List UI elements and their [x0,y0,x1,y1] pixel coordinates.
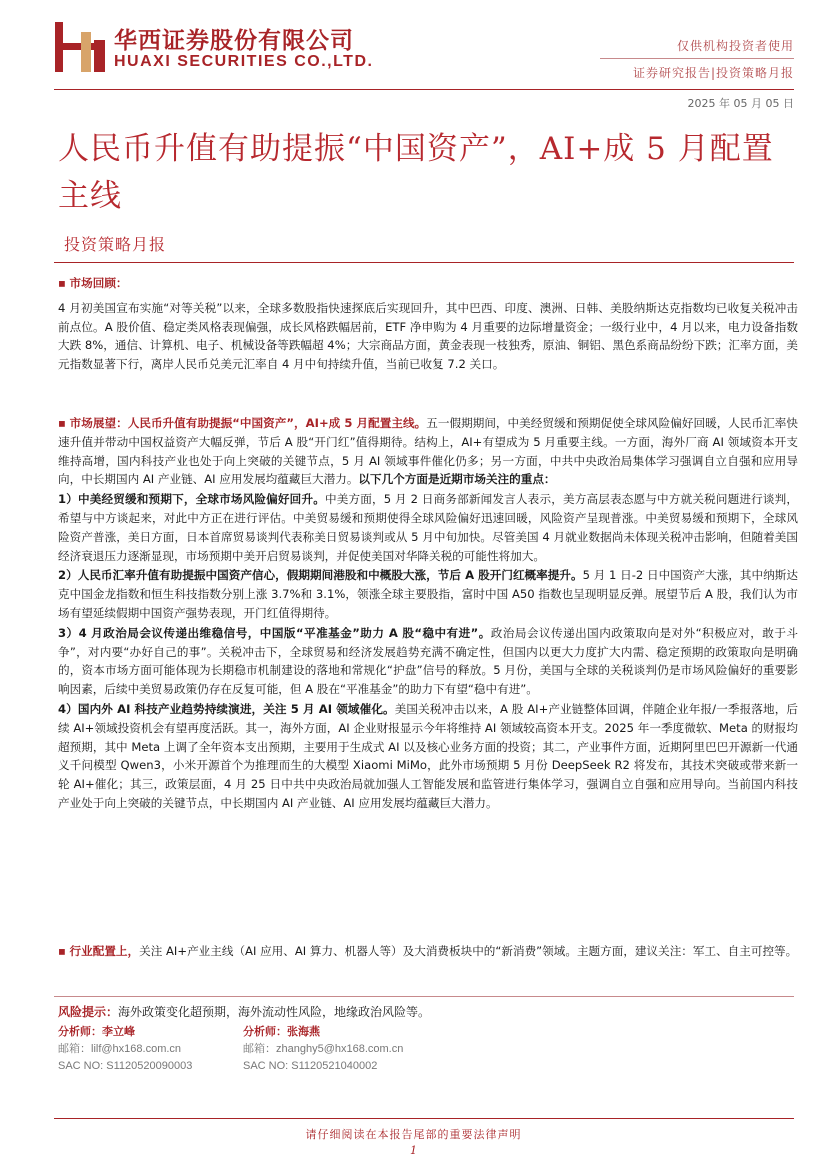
market-review-heading-line [58,274,798,293]
analyst-email[interactable]: lilf@hx168.com.cn [91,1043,182,1055]
risk-line [58,1003,430,1020]
bullet-icon: ▪ [58,276,66,290]
report-type: 证券研究报告|投资策略月报 [632,66,794,80]
email-label: 邮箱： [58,1042,91,1055]
outlook-section [58,414,798,813]
analyst-card [243,1023,403,1075]
legal-disclaimer: 请仔细阅读在本报告尾部的重要法律声明 [305,1128,522,1141]
analyst-sac: SAC NO: S1120520090003 [58,1060,193,1072]
usage-note: 仅供机构投资者使用 [676,39,794,53]
outlook-focus: 以下几个方面是近期市场关注的重点： [358,472,556,487]
bullet-icon: ▪ [58,416,66,430]
point-2-heading: 2）人民币汇率升值有助提振中国资产信心，假期期间港股和中概股大涨，节后 A 股开门红概率提升。 [58,568,583,583]
report-header [0,0,827,118]
point-2 [58,566,798,622]
point-4-body: 美国关税冲击以来，A 股 AI+产业链整体回调，伴随企业年报/一季报落地，后续 AI+领域投资机会有望再度活跃。其一，海外方面，AI 企业财报显示今年将维持 AI 领域较高资本开支。2025 年一季度微软、Meta 的财报均超预期，其中 Meta 上调了全年资本支出预期，主要用于生成式 AI 以及核心业务方面的投资；其二，产业事件方面，近期阿里巴巴开源新一代通义千问模型 Qwen3，小米开源首个为推理而生的大模型 Xiaomi MiMo，此外市场预期 5 月份 DeepSeek R2 将发布，其技术突破或带来新一轮 AI+催化；其三，政策层面，4 月 25 日中共中央政治局就加强人工智能发展和监管进行集体学习，强调自立自强和应用导向。当前国内科技产业处于向上突破的关键节点，中长期国内 AI 产业链、AI 应用发展均蕴藏巨大潜力。 [58,701,798,810]
market-review-heading: 市场回顾： [69,276,128,290]
header-rule [54,89,794,90]
report-subtitle: 投资策略月报 [64,235,167,254]
header-divider [600,58,794,59]
email-label: 邮箱： [243,1042,276,1055]
industry-section [58,942,798,961]
outlook-heading: 市场展望：人民币升值有助提振“中国资产”，AI+成 5 月配置主线。 [69,416,427,430]
company-name-en: HUAXI SECURITIES CO.,LTD. [114,53,374,70]
market-review-section [58,274,798,374]
company-name-cn: 华西证券股份有限公司 [114,27,354,54]
outlook-body: 五一假期期间，中美经贸缓和预期促使全球风险偏好回暖，人民币汇率快速升值并带动中国权益资产大幅反弹，节后 A 股“开门红”值得期待。结构上，AI+有望成为 5 月重要主线。一方面，海外厂商 AI 领域资本开支维持高增，国内科技产业也处于向上突破的关键节点，5 月 AI 领域事件催化仍多；另一方面，中共中央政治局集体学习强调自立自强和应用导向，中长期国内 AI 产业链、AI 应用发展均蕴藏巨大潜力。 [58,416,799,487]
analyst-name: 分析师：张海燕 [243,1025,320,1038]
analyst-name: 分析师：李立峰 [58,1025,135,1038]
point-3-heading: 3）4 月政治局会议传递出维稳信号，中国版“平准基金”助力 A 股“稳中有进”。 [58,625,491,640]
industry-paragraph [58,942,798,961]
huaxi-logo-icon [54,22,106,72]
analyst-email[interactable]: zhanghy5@hx168.com.cn [276,1043,404,1055]
risk-label: 风险提示： [58,1005,119,1019]
risk-text: 海外政策变化超预期，海外流动性风险，地缘政治风险等。 [118,1005,431,1019]
point-1-body: 中美方面，5 月 2 日商务部新闻发言人表示，美方高层表态愿与中方就关税问题进行谈判，希望与中方谈起来，对此中方正在进行评估。中美贸易缓和预期使得全球风险偏好迅速回暖，风险资产呈现普涨。中美贸易缓和预期下，全球风险资产普涨，美日方面，日本首席贸易谈判代表称美日贸易谈判或从 5 月中旬加快。尽管美国 4 月就业数据尚未体现关税冲击影响，但随着美国经济衰退压力逐渐显现，市场预期中美开启贸易谈判，并促使美国对华降关税的可能性将加大。 [58,492,798,563]
analyst-sac: SAC NO: S1120521040002 [243,1060,378,1072]
bullet-icon: ▪ [58,944,66,958]
analyst-card [58,1023,192,1075]
outlook-paragraph [58,414,798,489]
report-date: 2025 年 05 月 05 日 [687,97,794,110]
industry-body: 关注 AI+产业主线（AI 应用、AI 算力、机器人等）及大消费板块中的“新消费”领域。主题方面，建议关注：军工、自主可控等。 [139,944,798,958]
report-title: 人民币升值有助提振“中国资产”，AI+成 5 月配置主线 [58,131,774,214]
market-review-body: 4 月初美国宣布实施“对等关税”以来，全球多数股指快速探底后实现回升，其中巴西、印度、澳洲、日韩、美股纳斯达克指数均已收复关税冲击前点位。A 股价值、稳定类风格表现偏强，成长风格跌幅居前，ETF 净申购为 4 月重要的边际增量资金；一级行业中，4 月以来，电力设备指数大跌 8%，通信、计算机、电子、机械设备等跌幅超 4%；大宗商品方面，黄金表现一枝独秀，原油、铜铝、黑色系商品纷纷下跌；汇率方面，美元指数显著下行，离岸人民币兑美元汇率自 4 月中旬持续升值，当前已收复 7.2 关口。 [58,300,798,372]
risk-divider [54,996,794,997]
point-2-body: 5 月 1 日-2 日中国资产大涨，其中纳斯达克中国金龙指数和恒生科技指数分别上涨 3.7%和 3.1%，领涨全球主要股指，富时中国 A50 指数也呈现明显反弹。展望节后 A 股，我们认为市场有望延续假期中国资产强势表现，开门红值得期待。 [58,568,798,620]
point-4-heading: 4）国内外 AI 科技产业趋势持续演进，关注 5 月 AI 领域催化。 [58,701,395,716]
analyst-email-line [243,1040,403,1058]
point-1-heading: 1）中美经贸缓和预期下，全球市场风险偏好回升。 [58,492,325,507]
point-1 [58,490,798,565]
industry-heading: 行业配置上， [69,944,140,958]
point-3-body: 政治局会议传递出国内政策取向是对外“积极应对，敢于斗争”，对内要“办好自己的事”。关税冲击下，全球贸易和经济发展趋势充满不确定性，但国内以更大力度扩大内需、稳定预期的政策取向是明确的，资本市场方面可能体现为长期稳市机制建设的落地和常规化“护盘”信号的释放。5 月份，美国与全球的关税谈判仍是市场风险偏好的重要影响因素，后续中美贸易政策仍存在反复可能，但 A 股在“平准基金”的助力下有望“稳中有进”。 [58,625,798,697]
analyst-email-line [58,1040,192,1058]
point-3 [58,624,798,699]
footer-rule [54,1118,794,1119]
page-number: 1 [410,1144,417,1157]
point-4 [58,700,798,813]
subtitle-rule [54,262,794,263]
